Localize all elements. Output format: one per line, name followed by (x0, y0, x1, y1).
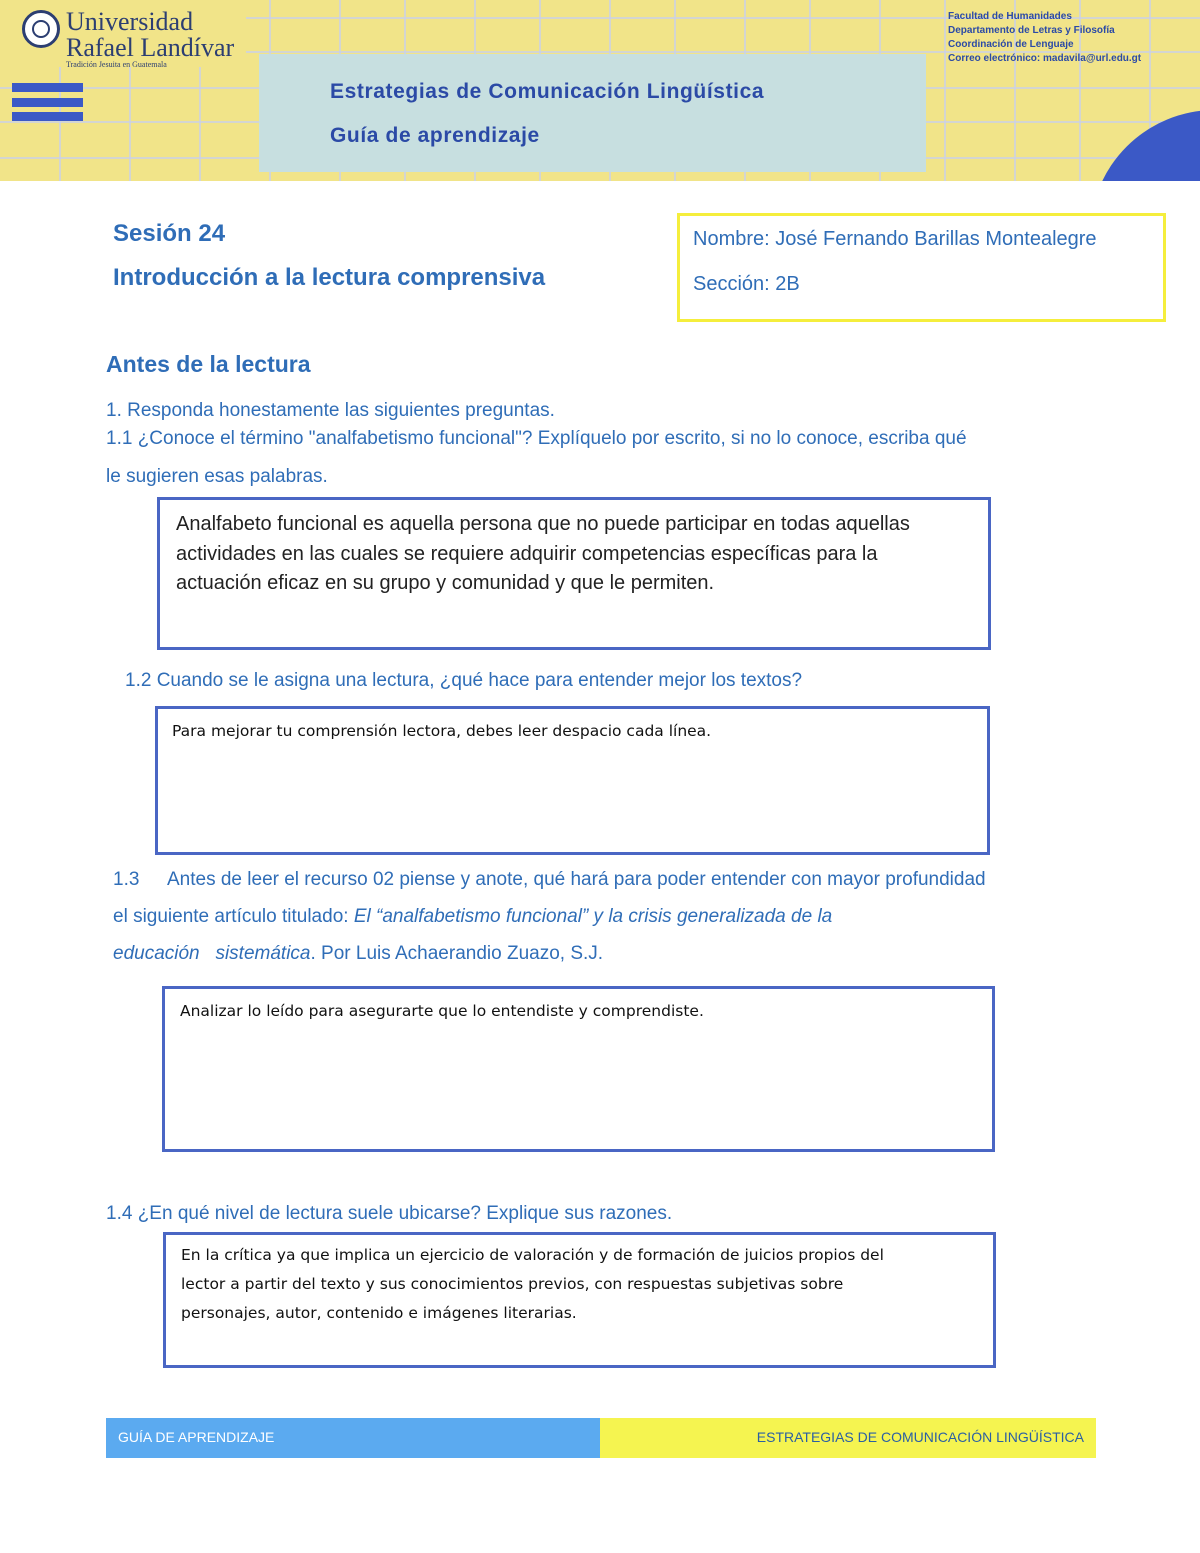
question-1-3-number: 1.3 (113, 869, 140, 890)
question-1-3-line1: Antes de leer el recurso 02 piense y anote, qué hará para poder entender con mayor profundidad (167, 869, 986, 890)
answer-1-2-box[interactable] (155, 706, 990, 855)
student-section: Sección: 2B (693, 273, 800, 295)
university-tagline: Tradición Jesuita en Guatemala (66, 60, 167, 69)
article-title-part1: El “analfabetismo funcional” y la crisis generalizada de la (353, 906, 833, 927)
faculty-text: Facultad de Humanidades (948, 11, 1072, 22)
university-seal-icon (22, 10, 60, 48)
question-1-1-line2: le sugieren esas palabras. (106, 466, 328, 487)
answer-1-4-line3: personajes, autor, contenido e imágenes literarias. (181, 1304, 577, 1322)
department-text: Departamento de Letras y Filosofía (948, 25, 1115, 36)
guide-title: Guía de aprendizaje (330, 124, 540, 147)
answer-1-3-text: Analizar lo leído para asegurarte que lo entendiste y comprendiste. (180, 1002, 704, 1020)
university-name-line1: Universidad (66, 7, 194, 36)
question-1-3-line2 (113, 906, 832, 928)
answer-1-3-box[interactable] (162, 986, 995, 1152)
article-author: . Por Luis Achaerandio Zuazo, S.J. (310, 943, 604, 964)
answer-1-4-box[interactable] (163, 1232, 996, 1368)
title-box (259, 54, 926, 172)
answer-1-1-box[interactable] (157, 497, 991, 650)
answer-1-1-text: Analfabeto funcional es aquella persona que no puede participar en todas aquellas actividades en las cuales se requiere adquirir competencias específicas para la actuación eficaz en su grupo y comunidad y que le permiten. (176, 513, 910, 594)
page-header (0, 0, 1200, 181)
university-name-line2: Rafael Landívar (66, 33, 235, 62)
footer-left (106, 1418, 600, 1458)
question-1-3-line2-a: el siguiente artículo titulado: (113, 906, 354, 927)
question-1-1-line1: 1.1 ¿Conoce el término "analfabetismo funcional"? Explíquelo por escrito, si no lo conoce, escriba qué (106, 428, 967, 449)
section-heading: Antes de la lectura (106, 351, 311, 377)
menu-bar-middle (12, 98, 83, 107)
question-1-2: 1.2 Cuando se le asigna una lectura, ¿qué hace para entender mejor los textos? (125, 670, 803, 691)
email-text: Correo electrónico: madavila@url.edu.gt (948, 53, 1142, 64)
coordination-text: Coordinación de Lenguaje (948, 39, 1074, 50)
footer-right (600, 1418, 1096, 1458)
question-1-4: 1.4 ¿En qué nivel de lectura suele ubicarse? Explique sus razones. (106, 1203, 673, 1224)
questions-intro: 1. Responda honestamente las siguientes preguntas. (106, 400, 555, 421)
answer-1-2-text: Para mejorar tu comprensión lectora, debes leer despacio cada línea. (172, 722, 712, 740)
footer-right-text: ESTRATEGIAS DE COMUNICACIÓN LINGÜÍSTICA (756, 1429, 1084, 1445)
course-title: Estrategias de Comunicación Lingüística (330, 80, 765, 103)
footer-left-text: GUÍA DE APRENDIZAJE (118, 1429, 275, 1445)
answer-1-4-line2: lector a partir del texto y sus conocimientos previos, con respuestas subjetivas sobre (181, 1275, 844, 1293)
session-number: Sesión 24 (113, 220, 226, 247)
article-title-part2: educación sistemática (113, 943, 311, 964)
menu-bar-top (12, 83, 83, 92)
session-topic: Introducción a la lectura comprensiva (113, 264, 546, 291)
student-name: Nombre: José Fernando Barillas Montealegre (693, 228, 1097, 250)
question-1-3-line3 (113, 943, 603, 965)
answer-1-4-line1: En la crítica ya que implica un ejercicio de valoración y de formación de juicios propios del (181, 1246, 884, 1264)
menu-bar-bottom (12, 112, 83, 121)
